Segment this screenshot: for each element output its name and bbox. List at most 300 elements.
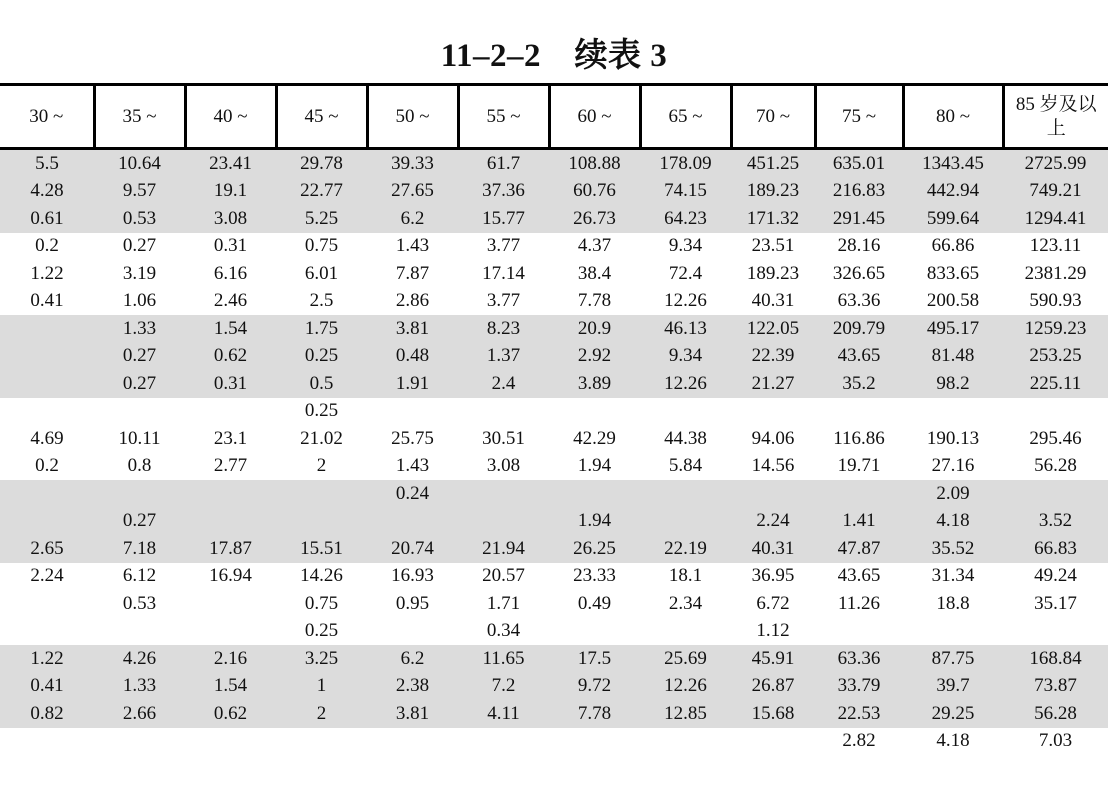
table-cell [185, 590, 276, 618]
table-cell: 74.15 [640, 178, 731, 206]
table-cell: 6.72 [756, 592, 790, 614]
table-cell: 5.25 [276, 205, 367, 233]
table-cell: 0.27 [122, 235, 157, 257]
table-cell: 38.4 [577, 262, 612, 284]
table-cell [185, 618, 276, 646]
table-cell: 122.05 [731, 315, 815, 343]
table-cell: 17.14 [482, 262, 525, 284]
table-cell: 9.57 [94, 178, 185, 206]
table-cell: 599.64 [903, 205, 1003, 233]
table-cell: 0.25 [304, 620, 339, 642]
table-cell: 3.19 [122, 262, 157, 284]
table-row [0, 288, 1108, 316]
table-cell: 1.71 [486, 592, 521, 614]
table-cell: 6.16 [213, 262, 248, 284]
table-cell [640, 508, 731, 536]
table-cell: 749.21 [1003, 178, 1108, 206]
table-cell: 833.65 [926, 262, 980, 284]
table-cell: 36.95 [751, 565, 795, 587]
table-cell: 45.91 [731, 645, 815, 673]
table-cell: 60.76 [549, 178, 640, 206]
table-cell: 7.78 [549, 700, 640, 728]
data-table [0, 83, 1108, 755]
table-cell [815, 618, 903, 646]
table-row [0, 205, 1108, 233]
table-cell: 61.7 [458, 149, 549, 178]
table-cell: 5.5 [0, 149, 94, 178]
table-cell: 0.5 [276, 370, 367, 398]
table-cell: 2.5 [309, 290, 334, 312]
table-cell: 0.27 [94, 508, 185, 536]
table-cell: 81.48 [903, 343, 1003, 371]
table-cell [640, 398, 731, 426]
table-cell [815, 398, 903, 426]
table-cell [731, 398, 815, 426]
table-cell: 21.27 [731, 370, 815, 398]
column-header: 30 ~ [0, 85, 94, 149]
table-title: 11–2–2 续表 3 [440, 38, 668, 74]
column-header: 55 ~ [458, 85, 549, 149]
table-cell: 3.25 [276, 645, 367, 673]
table-cell [903, 398, 1003, 426]
table-cell: 10.64 [94, 149, 185, 178]
table-cell: 1.91 [367, 370, 458, 398]
table-cell: 0.27 [94, 343, 185, 371]
table-cell: 1.22 [0, 645, 94, 673]
table-cell: 2.86 [395, 290, 430, 312]
table-cell: 18.1 [668, 565, 703, 587]
table-cell: 35.52 [903, 535, 1003, 563]
table-cell: 23.51 [751, 235, 795, 257]
table-cell: 7.18 [94, 535, 185, 563]
table-cell: 7.87 [395, 262, 430, 284]
table-cell: 590.93 [1029, 290, 1082, 312]
table-cell: 23.33 [573, 565, 616, 587]
table-row [0, 453, 1108, 481]
table-cell: 22.19 [640, 535, 731, 563]
table-cell: 27.65 [367, 178, 458, 206]
table-cell: 0.62 [185, 700, 276, 728]
table-cell [903, 618, 1003, 646]
table-cell: 9.34 [640, 343, 731, 371]
table-row [0, 425, 1108, 453]
table-cell: 0.82 [0, 700, 94, 728]
table-cell: 35.17 [1034, 592, 1077, 614]
table-cell: 4.18 [903, 508, 1003, 536]
table-cell [458, 728, 549, 756]
table-cell: 4.18 [936, 730, 970, 752]
table-cell [0, 480, 94, 508]
column-header: 60 ~ [549, 85, 640, 149]
table-cell [367, 728, 458, 756]
table-cell [0, 728, 94, 756]
table-cell [94, 398, 185, 426]
table-body [0, 149, 1108, 756]
column-header: 40 ~ [185, 85, 276, 149]
table-cell: 116.86 [833, 427, 885, 449]
table-cell: 3.52 [1003, 508, 1108, 536]
table-cell: 4.26 [94, 645, 185, 673]
table-cell: 12.85 [640, 700, 731, 728]
table-row [0, 700, 1108, 728]
table-cell: 23.41 [185, 149, 276, 178]
table-cell: 2381.29 [1024, 262, 1087, 284]
table-cell: 6.01 [304, 262, 339, 284]
table-cell: 1.06 [122, 290, 157, 312]
table-cell: 4.11 [458, 700, 549, 728]
table-cell: 17.87 [185, 535, 276, 563]
table-cell: 87.75 [903, 645, 1003, 673]
table-cell: 442.94 [903, 178, 1003, 206]
table-cell: 27.16 [931, 455, 975, 477]
table-cell: 0.31 [213, 235, 248, 257]
table-cell: 63.36 [815, 645, 903, 673]
table-cell: 635.01 [815, 149, 903, 178]
table-cell: 0.2 [35, 235, 59, 257]
table-cell: 2.92 [549, 343, 640, 371]
table-cell: 4.28 [0, 178, 94, 206]
table-cell: 1.22 [30, 262, 64, 284]
table-cell: 14.26 [300, 565, 343, 587]
table-cell [549, 398, 640, 426]
table-cell [367, 508, 458, 536]
table-cell: 108.88 [549, 149, 640, 178]
table-cell: 2.65 [0, 535, 94, 563]
table-cell: 3.08 [486, 455, 521, 477]
table-cell [185, 508, 276, 536]
table-cell [458, 508, 549, 536]
table-cell [1003, 480, 1108, 508]
table-cell: 10.11 [118, 427, 161, 449]
table-cell: 11.26 [837, 592, 881, 614]
table-cell: 2.16 [185, 645, 276, 673]
table-cell: 253.25 [1003, 343, 1108, 371]
table-row [0, 728, 1108, 756]
table-cell: 3.77 [486, 235, 521, 257]
table-cell [94, 480, 185, 508]
table-cell: 22.53 [815, 700, 903, 728]
table-cell: 39.7 [903, 673, 1003, 701]
table-cell: 168.84 [1003, 645, 1108, 673]
table-cell [1003, 398, 1108, 426]
column-header: 70 ~ [731, 85, 815, 149]
table-cell: 495.17 [903, 315, 1003, 343]
table-cell: 1.94 [549, 508, 640, 536]
table-cell: 3.81 [367, 315, 458, 343]
table-cell: 47.87 [815, 535, 903, 563]
table-cell: 2.82 [842, 730, 876, 752]
table-cell: 44.38 [664, 427, 707, 449]
table-header [0, 85, 1108, 149]
table-cell: 9.34 [668, 235, 703, 257]
table-cell: 123.11 [1029, 235, 1082, 257]
table-cell [731, 480, 815, 508]
column-header: 80 ~ [903, 85, 1003, 149]
table-cell: 22.39 [731, 343, 815, 371]
table-cell: 15.68 [731, 700, 815, 728]
table-cell: 7.03 [1038, 730, 1073, 752]
table-cell [549, 480, 640, 508]
table-cell [185, 480, 276, 508]
table-cell: 33.79 [815, 673, 903, 701]
table-cell: 64.23 [640, 205, 731, 233]
table-cell: 0.49 [577, 592, 612, 614]
table-row [0, 343, 1108, 371]
table-cell: 2.4 [458, 370, 549, 398]
table-row [0, 370, 1108, 398]
table-cell: 7.78 [577, 290, 612, 312]
table-cell: 225.11 [1003, 370, 1108, 398]
table-cell: 37.36 [458, 178, 549, 206]
table-cell: 40.31 [751, 290, 795, 312]
table-cell: 25.69 [640, 645, 731, 673]
table-cell: 26.87 [731, 673, 815, 701]
table-cell: 291.45 [815, 205, 903, 233]
column-header: 85 岁及以上 [1003, 85, 1108, 149]
table-cell: 16.93 [391, 565, 434, 587]
table-cell: 72.4 [668, 262, 703, 284]
table-row [0, 480, 1108, 508]
table-cell: 0.31 [185, 370, 276, 398]
table-cell: 2.77 [213, 455, 248, 477]
table-row [0, 149, 1108, 178]
table-row [0, 590, 1108, 618]
table-cell [731, 728, 815, 756]
table-row [0, 260, 1108, 288]
table-cell [458, 480, 549, 508]
table-cell: 15.51 [276, 535, 367, 563]
table-cell: 2.38 [367, 673, 458, 701]
table-row [0, 673, 1108, 701]
table-cell [185, 728, 276, 756]
table-cell [276, 728, 367, 756]
table-cell: 1.41 [815, 508, 903, 536]
table-cell: 0.53 [122, 592, 157, 614]
table-cell: 16.94 [209, 565, 252, 587]
table-cell: 1.54 [185, 315, 276, 343]
table-cell: 1.54 [185, 673, 276, 701]
table-cell: 171.32 [731, 205, 815, 233]
table-cell: 0.25 [304, 400, 339, 422]
table-cell: 98.2 [903, 370, 1003, 398]
table-cell: 0.53 [94, 205, 185, 233]
table-cell: 2.24 [30, 565, 64, 587]
table-cell: 25.75 [391, 427, 434, 449]
table-cell: 43.65 [815, 343, 903, 371]
table-cell [0, 315, 94, 343]
table-cell: 2.34 [668, 592, 703, 614]
table-cell: 189.23 [746, 262, 800, 284]
table-cell: 30.51 [482, 427, 525, 449]
table-cell: 8.23 [458, 315, 549, 343]
table-cell: 56.28 [1003, 700, 1108, 728]
table-cell [367, 618, 458, 646]
table-cell [0, 343, 94, 371]
table-cell: 2 [276, 700, 367, 728]
table-row [0, 618, 1108, 646]
table-cell: 6.12 [122, 565, 157, 587]
table-cell: 295.46 [1029, 427, 1082, 449]
table-cell [185, 398, 276, 426]
table-cell: 40.31 [731, 535, 815, 563]
table-cell: 451.25 [731, 149, 815, 178]
column-header: 50 ~ [367, 85, 458, 149]
table-cell: 22.77 [276, 178, 367, 206]
table-cell: 2.46 [213, 290, 248, 312]
table-cell: 11.65 [458, 645, 549, 673]
table-cell: 17.5 [549, 645, 640, 673]
table-cell: 19.71 [837, 455, 881, 477]
table-cell: 326.65 [832, 262, 886, 284]
table-cell: 2.24 [731, 508, 815, 536]
table-cell [640, 728, 731, 756]
table-cell: 2.66 [94, 700, 185, 728]
table-cell: 6.2 [367, 205, 458, 233]
table-cell: 2725.99 [1003, 149, 1108, 178]
table-cell: 9.72 [549, 673, 640, 701]
table-cell: 3.08 [185, 205, 276, 233]
table-cell: 1.37 [458, 343, 549, 371]
table-cell: 2.09 [903, 480, 1003, 508]
column-header: 45 ~ [276, 85, 367, 149]
table-cell: 21.94 [458, 535, 549, 563]
table-cell: 200.58 [926, 290, 980, 312]
table-cell: 49.24 [1034, 565, 1077, 587]
table-cell [1003, 618, 1108, 646]
table-cell: 19.1 [185, 178, 276, 206]
table-cell [0, 508, 94, 536]
table-cell: 1.43 [395, 235, 430, 257]
table-cell: 23.1 [213, 427, 248, 449]
table-row [0, 315, 1108, 343]
table-cell: 0.34 [486, 620, 521, 642]
table-cell: 29.25 [903, 700, 1003, 728]
table-row [0, 563, 1108, 591]
table-cell: 66.86 [931, 235, 975, 257]
table-cell: 42.29 [573, 427, 616, 449]
table-cell: 12.26 [664, 290, 707, 312]
table-cell: 20.9 [549, 315, 640, 343]
table-cell [94, 728, 185, 756]
table-cell: 28.16 [837, 235, 881, 257]
table-cell: 29.78 [276, 149, 367, 178]
table-cell: 178.09 [640, 149, 731, 178]
column-header: 35 ~ [94, 85, 185, 149]
table-cell: 4.69 [30, 427, 64, 449]
table-cell: 66.83 [1003, 535, 1108, 563]
table-cell: 39.33 [367, 149, 458, 178]
table-cell [549, 618, 640, 646]
table-cell: 31.34 [931, 565, 975, 587]
table-cell: 4.37 [577, 235, 612, 257]
table-cell: 46.13 [640, 315, 731, 343]
table-cell: 209.79 [815, 315, 903, 343]
table-cell: 7.2 [458, 673, 549, 701]
table-cell: 1294.41 [1003, 205, 1108, 233]
table-cell [0, 370, 94, 398]
table-cell: 3.77 [486, 290, 521, 312]
table-cell: 1 [276, 673, 367, 701]
table-cell: 12.26 [640, 370, 731, 398]
table-row [0, 233, 1108, 261]
table-cell [815, 480, 903, 508]
table-cell: 20.57 [482, 565, 525, 587]
table-cell: 35.2 [815, 370, 903, 398]
table-cell: 15.77 [458, 205, 549, 233]
table-row [0, 508, 1108, 536]
table-cell: 0.75 [304, 592, 339, 614]
table-cell: 0.41 [0, 673, 94, 701]
table-cell: 5.84 [668, 455, 703, 477]
table-cell [0, 398, 94, 426]
table-cell: 43.65 [837, 565, 881, 587]
table-cell: 190.13 [926, 427, 980, 449]
column-header: 75 ~ [815, 85, 903, 149]
table-row [0, 535, 1108, 563]
table-cell: 3.81 [367, 700, 458, 728]
table-cell: 6.2 [367, 645, 458, 673]
table-cell [276, 508, 367, 536]
table-cell: 0.27 [94, 370, 185, 398]
table-row [0, 645, 1108, 673]
table-cell: 2 [316, 455, 327, 477]
table-cell: 1.12 [756, 620, 790, 642]
table-cell [276, 480, 367, 508]
table-cell: 0.8 [127, 455, 152, 477]
table-cell: 0.61 [0, 205, 94, 233]
table-cell: 1.75 [276, 315, 367, 343]
table-cell [0, 618, 94, 646]
table-row [0, 178, 1108, 206]
table-cell: 0.41 [30, 290, 64, 312]
table-cell: 3.89 [549, 370, 640, 398]
table-cell: 18.8 [936, 592, 970, 614]
table-cell: 73.87 [1003, 673, 1108, 701]
table-cell: 1.33 [94, 673, 185, 701]
column-header: 65 ~ [640, 85, 731, 149]
table-cell: 0.2 [35, 455, 59, 477]
table-cell [0, 590, 94, 618]
table-cell [640, 480, 731, 508]
table-cell: 0.62 [185, 343, 276, 371]
table-cell: 94.06 [751, 427, 795, 449]
table-cell: 26.73 [549, 205, 640, 233]
table-cell: 14.56 [751, 455, 795, 477]
table-cell: 1.33 [94, 315, 185, 343]
table-cell: 21.02 [300, 427, 343, 449]
table-cell: 189.23 [731, 178, 815, 206]
table-cell: 26.25 [549, 535, 640, 563]
table-cell: 0.48 [367, 343, 458, 371]
table-cell: 0.24 [367, 480, 458, 508]
table-cell: 0.25 [276, 343, 367, 371]
table-cell [549, 728, 640, 756]
table-cell: 63.36 [837, 290, 881, 312]
table-cell [458, 398, 549, 426]
table-cell: 1.43 [395, 455, 430, 477]
table-cell [367, 398, 458, 426]
table-cell: 1343.45 [903, 149, 1003, 178]
table-cell: 12.26 [640, 673, 731, 701]
table-cell: 20.74 [367, 535, 458, 563]
table-cell: 0.95 [395, 592, 430, 614]
table-cell: 0.75 [304, 235, 339, 257]
table-cell: 216.83 [815, 178, 903, 206]
table-cell: 1259.23 [1003, 315, 1108, 343]
header-row [0, 85, 1108, 149]
table-cell: 1.94 [577, 455, 612, 477]
table-cell [640, 618, 731, 646]
